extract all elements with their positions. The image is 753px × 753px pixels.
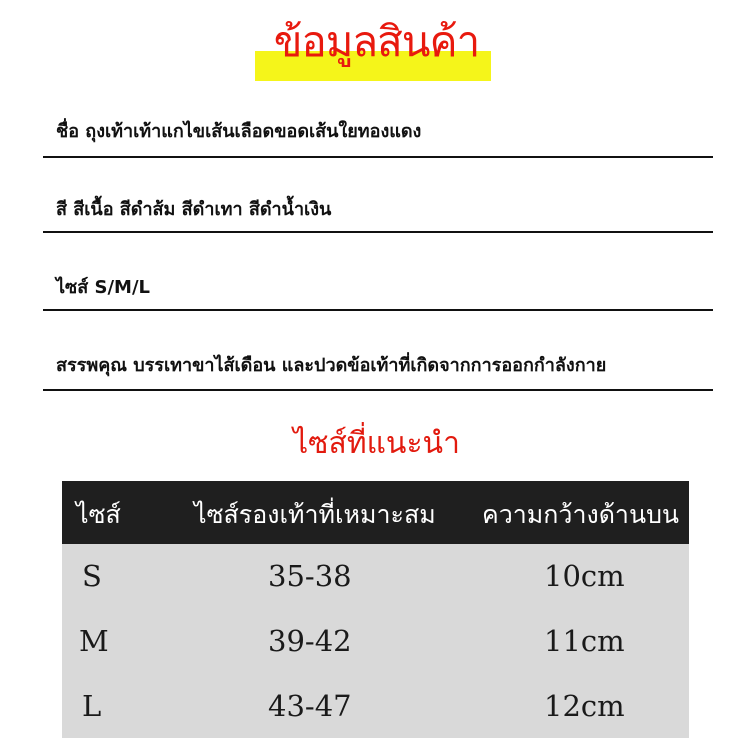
divider xyxy=(43,230,713,233)
divider xyxy=(43,388,713,391)
cell-top-width: 12cm xyxy=(544,689,625,723)
header-top-width: ความกว้างด้านบน xyxy=(482,500,680,529)
divider xyxy=(43,308,713,311)
page-title: ข้อมูลสินค้า xyxy=(273,17,480,66)
size-section-title: ไซส์ที่แนะนำ xyxy=(293,426,460,461)
header-size: ไซส์ xyxy=(76,500,121,529)
cell-size: L xyxy=(82,689,102,723)
product-size-text: ไซส์ S/M/L xyxy=(56,277,151,298)
page-header xyxy=(0,10,753,74)
table-header xyxy=(62,481,689,544)
cell-size: S xyxy=(82,559,102,593)
product-benefit-text: สรรพคุณ บรรเทาขาไส้เดือน และปวดข้อเท้าที่เกิดจากการออกกำลังกาย xyxy=(56,355,607,376)
size-table xyxy=(62,481,689,738)
cell-shoe-size: 39-42 xyxy=(268,624,352,658)
header-shoe-size: ไซส์รองเท้าที่เหมาะสม xyxy=(194,500,436,529)
product-name-text: ชื่อ ถุงเท้าเท้าแกไขเส้นเลือดขอดเส้นใยทองแดง xyxy=(56,121,422,142)
cell-shoe-size: 35-38 xyxy=(268,559,352,593)
cell-top-width: 11cm xyxy=(544,624,625,658)
divider xyxy=(43,155,713,158)
cell-shoe-size: 43-47 xyxy=(268,689,352,723)
cell-size: M xyxy=(79,624,109,658)
cell-top-width: 10cm xyxy=(544,559,625,593)
product-color-text: สี สีเนื้อ สีดำส้ม สีดำเทา สีดำน้ำเงิน xyxy=(56,199,332,220)
